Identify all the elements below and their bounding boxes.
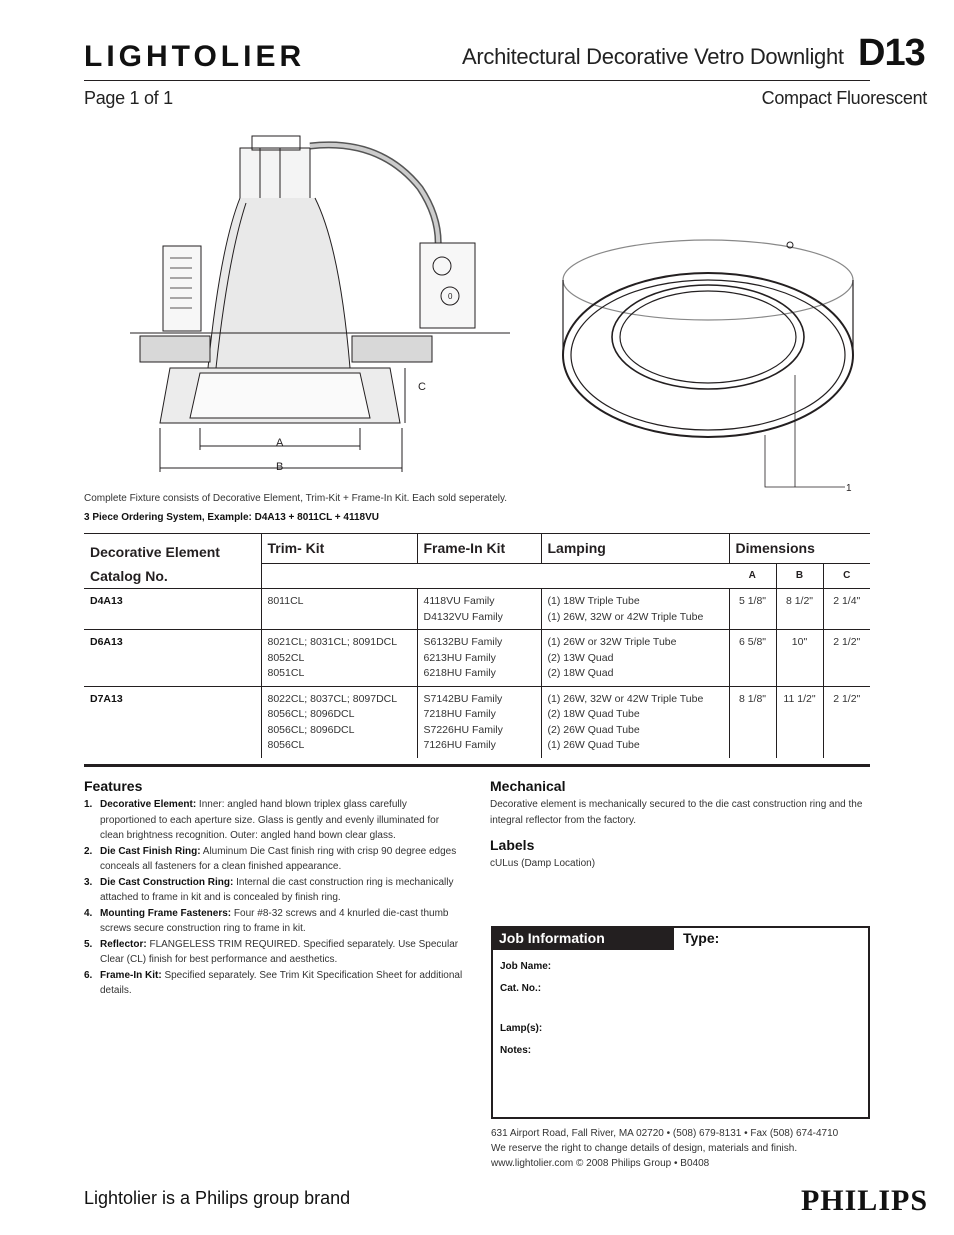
table-row bbox=[84, 686, 870, 758]
company-address bbox=[491, 1126, 838, 1171]
dim-a-cell: 6 5/8" bbox=[729, 630, 776, 687]
lamping-line: (2) 26W Quad Tube bbox=[547, 723, 640, 736]
feature-text: Aluminum Die Cast finish ring with crisp 90 degree edges conceals all fasteners for a clean finished appearance. bbox=[100, 845, 457, 872]
frame-line: 7218HU Family bbox=[423, 708, 496, 720]
frame-line: S7142BU Family bbox=[423, 692, 503, 705]
philips-logo: PHILIPS bbox=[800, 1184, 928, 1217]
lamps-field[interactable]: Lamp(s): bbox=[500, 1023, 543, 1034]
feature-number: 2. bbox=[84, 845, 93, 857]
feature-label: Reflector: bbox=[100, 938, 147, 950]
brand-statement: Lightolier is a Philips group brand bbox=[84, 1188, 351, 1208]
job-information-box bbox=[491, 926, 870, 1119]
frame-line: D4132VU Family bbox=[423, 610, 503, 623]
dimension-label-b: B bbox=[276, 461, 284, 473]
dim-a-cell: 8 1/8" bbox=[729, 686, 776, 758]
dim-c-cell: 2 1/4" bbox=[823, 589, 870, 630]
feature-item bbox=[84, 968, 464, 999]
header-divider bbox=[84, 80, 870, 81]
frame-line: S6132BU Family bbox=[423, 636, 503, 648]
trim-line: 8021CL; 8031CL; 8091DCL bbox=[267, 636, 398, 648]
header-frame: Frame-In Kit bbox=[417, 534, 541, 564]
dimension-label-c: C bbox=[418, 381, 426, 393]
frame-cell bbox=[417, 589, 541, 630]
frame-line: 6218HU Family bbox=[423, 667, 496, 679]
page-indicator: Page 1 of 1 bbox=[84, 88, 173, 108]
header-lamping: Lamping bbox=[541, 534, 729, 564]
header-catalog-line1: Decorative Element bbox=[90, 544, 220, 560]
notes-field[interactable]: Notes: bbox=[500, 1045, 532, 1056]
cat-no-field[interactable]: Cat. No.: bbox=[500, 983, 542, 994]
feature-text: Internal die cast construction ring is mechanically attached to frame in kit and is concealed by finish ring. bbox=[100, 876, 454, 903]
specification-table bbox=[84, 533, 870, 758]
catalog-cell: D7A13 bbox=[84, 686, 261, 758]
disclaimer-line: We reserve the right to change details of design, materials and finish. bbox=[491, 1143, 798, 1154]
labels-section bbox=[490, 837, 870, 872]
header-dim-c: C bbox=[823, 564, 870, 589]
lamping-cell bbox=[541, 589, 729, 630]
address-line: 631 Airport Road, Fall River, MA 02720 • (508) 679-8131 • Fax (508) 674-4710 bbox=[491, 1128, 839, 1139]
dim-c-cell: 2 1/2" bbox=[823, 686, 870, 758]
trim-cell bbox=[261, 686, 417, 758]
feature-text: Inner: angled hand blown triplex glass carefully proportioned to each aperture size. Glass is gently and evenly illuminated for clean brightness recognition. Outer: angled hand bown clear glass. bbox=[100, 799, 440, 841]
feature-item bbox=[84, 875, 464, 906]
table-row bbox=[84, 630, 870, 687]
mechanical-text: Decorative element is mechanically secured to the die cast construction ring and the integral reflector from the factory. bbox=[490, 799, 863, 826]
product-code: D13 bbox=[858, 32, 925, 74]
frame-line: 7126HU Family bbox=[423, 739, 496, 751]
header-catalog bbox=[84, 534, 261, 589]
frame-cell bbox=[417, 686, 541, 758]
lamping-line: (1) 18W Triple Tube bbox=[547, 595, 640, 607]
trim-line: 8056CL; 8096DCL bbox=[267, 708, 355, 720]
section-divider bbox=[84, 764, 870, 767]
feature-item bbox=[84, 797, 464, 844]
header-catalog-line2: Catalog No. bbox=[90, 568, 168, 584]
lamping-cell bbox=[541, 686, 729, 758]
lamping-line: (1) 26W, 32W or 42W Triple Tube bbox=[547, 610, 704, 623]
trim-cell bbox=[261, 589, 417, 630]
header-dimensions: Dimensions bbox=[729, 534, 870, 564]
dim-b-cell: 10" bbox=[776, 630, 823, 687]
header-dim-a: A bbox=[729, 564, 776, 589]
dim-c-cell: 2 1/2" bbox=[823, 630, 870, 687]
feature-item bbox=[84, 906, 464, 937]
table-row bbox=[84, 589, 870, 630]
fixture-section-drawing bbox=[120, 128, 520, 478]
trim-line: 8011CL bbox=[267, 595, 304, 607]
trim-line: 8022CL; 8037CL; 8097DCL bbox=[267, 692, 398, 705]
mechanical-section bbox=[490, 778, 870, 828]
job-name-field[interactable]: Job Name: bbox=[500, 961, 552, 972]
job-information-title: Job Information bbox=[493, 928, 674, 950]
feature-text: Four #8-32 screws and 4 knurled die-cast thumb screws secure construction ring to frame in kit. bbox=[100, 907, 449, 934]
page-subtitle: Compact Fluorescent bbox=[761, 88, 927, 108]
website-line: www.lightolier.com © 2008 Philips Group • B0408 bbox=[491, 1158, 710, 1169]
lamping-line: (2) 18W Quad Tube bbox=[547, 708, 640, 720]
lamping-line: (2) 13W Quad bbox=[547, 651, 614, 664]
lightolier-logo bbox=[84, 40, 364, 74]
trim-line: 8056CL; 8096DCL bbox=[267, 723, 355, 736]
trim-cell bbox=[261, 630, 417, 687]
lamping-line: (1) 26W or 32W Triple Tube bbox=[547, 636, 677, 648]
trim-line: 8052CL bbox=[267, 651, 305, 664]
labels-heading: Labels bbox=[490, 837, 535, 853]
feature-label: Frame-In Kit: bbox=[100, 969, 162, 981]
frame-line: S7226HU Family bbox=[423, 723, 503, 736]
ordering-example: 3 Piece Ordering System, Example: D4A13 + 8011CL + 4118VU bbox=[84, 512, 379, 523]
feature-number: 1. bbox=[84, 799, 93, 810]
lamping-line: (2) 18W Quad bbox=[547, 667, 614, 679]
dim-a-cell: 5 1/8" bbox=[729, 589, 776, 630]
catalog-cell: D6A13 bbox=[84, 630, 261, 687]
feature-text: Specified separately. See Trim Kit Specification Sheet for additional details. bbox=[100, 969, 463, 996]
trim-line: 8056CL bbox=[267, 739, 305, 751]
job-type-label[interactable]: Type: bbox=[683, 930, 720, 946]
decorative-ring-drawing bbox=[560, 225, 860, 495]
mechanical-heading: Mechanical bbox=[490, 778, 566, 794]
feature-item bbox=[84, 844, 464, 875]
lamping-line: (1) 26W, 32W or 42W Triple Tube bbox=[547, 692, 704, 705]
feature-number: 6. bbox=[84, 969, 93, 981]
catalog-cell: D4A13 bbox=[84, 589, 261, 630]
frame-line: 4118VU Family bbox=[423, 595, 495, 607]
fixture-caption: Complete Fixture consists of Decorative Element, Trim-Kit + Frame-In Kit. Each sold seperately. bbox=[84, 493, 508, 504]
header-dim-b: B bbox=[776, 564, 823, 589]
feature-label: Mounting Frame Fasteners: bbox=[100, 907, 232, 919]
dim-b-cell: 11 1/2" bbox=[776, 686, 823, 758]
page-title: Architectural Decorative Vetro Downlight bbox=[462, 44, 844, 69]
lamping-cell bbox=[541, 630, 729, 687]
lamping-line: (1) 26W Quad Tube bbox=[547, 739, 640, 751]
dim-b-cell: 8 1/2" bbox=[776, 589, 823, 630]
knob-label: 0 bbox=[448, 292, 453, 301]
features-list bbox=[84, 797, 464, 999]
trim-line: 8051CL bbox=[267, 667, 305, 679]
logo-wordmark: LIGHTOLIER bbox=[84, 40, 306, 73]
feature-label: Die Cast Construction Ring: bbox=[100, 876, 234, 888]
dimension-label-a: A bbox=[276, 437, 284, 449]
feature-number: 5. bbox=[84, 938, 93, 950]
feature-number: 4. bbox=[84, 907, 93, 919]
feature-text: FLANGELESS TRIM REQUIRED. Specified separately. Use Specular Clear (CL) finish for best performance and aesthetics. bbox=[100, 938, 459, 965]
header-spacer bbox=[261, 564, 729, 589]
frame-cell bbox=[417, 630, 541, 687]
labels-text: cULus (Damp Location) bbox=[490, 858, 596, 869]
features-section bbox=[84, 778, 464, 999]
feature-label: Decorative Element: bbox=[100, 799, 197, 810]
feature-label: Die Cast Finish Ring: bbox=[100, 845, 201, 857]
features-heading: Features bbox=[84, 778, 143, 794]
feature-item bbox=[84, 937, 464, 968]
header-trim: Trim- Kit bbox=[261, 534, 417, 564]
callout-1: 1 bbox=[846, 483, 852, 494]
frame-line: 6213HU Family bbox=[423, 651, 496, 664]
feature-number: 3. bbox=[84, 876, 93, 888]
